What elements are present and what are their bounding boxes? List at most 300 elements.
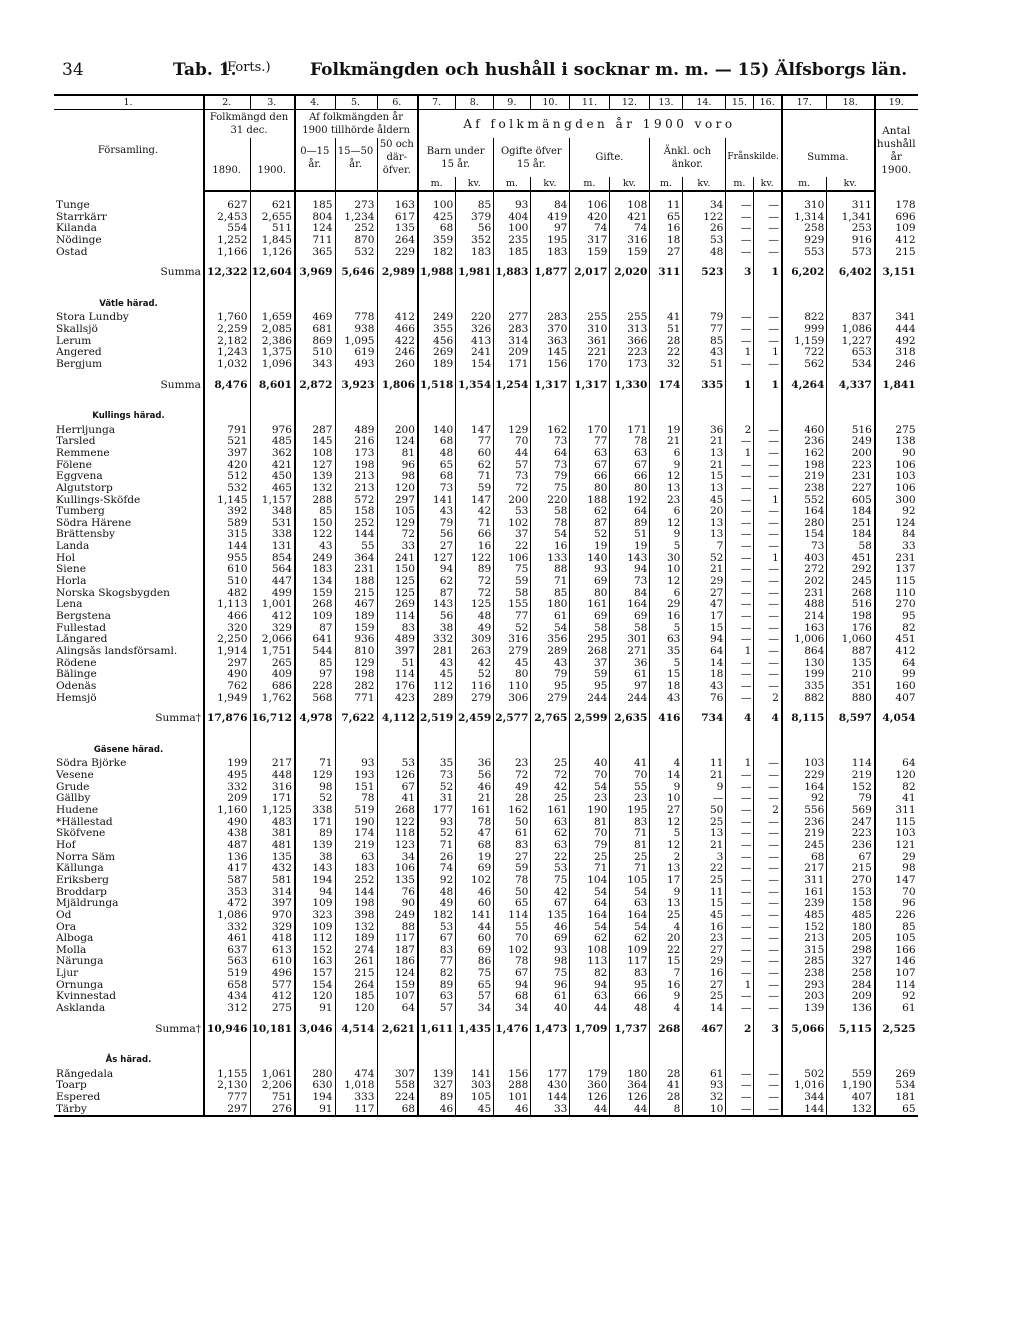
- cell-col-12: 64: [610, 506, 650, 518]
- cell-col-4: 171: [295, 817, 335, 829]
- cell-col-15: —: [726, 212, 754, 224]
- cell-col-7: 140: [418, 425, 456, 437]
- cell-col-19: 318: [875, 347, 918, 359]
- cell-col-14: 21: [683, 460, 726, 472]
- cell-col-19: 412: [875, 646, 918, 658]
- cell-col-5: 619: [335, 347, 377, 359]
- cell-col-17: 219: [782, 828, 827, 840]
- cell-col-16: —: [754, 1069, 782, 1081]
- cell-col-8: 56: [456, 770, 494, 782]
- cell-col-17: 1,159: [782, 336, 827, 348]
- cell-col-19: 492: [875, 336, 918, 348]
- cell-col-14: 13: [683, 828, 726, 840]
- cell-col-6: 129: [377, 518, 418, 530]
- cell-col-15: —: [726, 436, 754, 448]
- cell-col-7: 182: [418, 247, 456, 259]
- cell-col-2: 762: [204, 681, 250, 693]
- cell-col-14: 45: [683, 910, 726, 922]
- cell-col-10: 84: [531, 200, 570, 212]
- colnum: 3.: [250, 95, 295, 110]
- cell-col-10: 33: [531, 1104, 570, 1117]
- cell-col-17: 229: [782, 770, 827, 782]
- cell-col-11: 104: [570, 875, 610, 887]
- summa-col-7: 2,519: [418, 704, 456, 734]
- cell-col-3: 447: [250, 576, 295, 588]
- cell-col-12: 316: [610, 235, 650, 247]
- cell-col-10: 79: [531, 471, 570, 483]
- cell-col-6: 124: [377, 968, 418, 980]
- cell-col-8: 78: [456, 817, 494, 829]
- cell-col-17: 1,314: [782, 212, 827, 224]
- cell-col-7: 38: [418, 623, 456, 635]
- cell-col-12: 195: [610, 805, 650, 817]
- summa-label: Summa: [160, 378, 201, 391]
- cell-col-17: 722: [782, 347, 827, 359]
- cell-col-15: —: [726, 634, 754, 646]
- summa-col-16: 4: [754, 704, 782, 734]
- cell-col-15: —: [726, 247, 754, 259]
- cell-col-9: 46: [494, 1104, 531, 1117]
- cell-col-10: 75: [531, 968, 570, 980]
- parish-name-text: Asklanda: [56, 1003, 106, 1015]
- cell-col-14: 25: [683, 991, 726, 1003]
- cell-col-13: 2: [650, 852, 683, 864]
- cell-col-15: —: [726, 553, 754, 565]
- colnum: 9.: [494, 95, 531, 110]
- cell-col-16: —: [754, 875, 782, 887]
- cell-col-8: 141: [456, 910, 494, 922]
- cell-col-15: —: [726, 875, 754, 887]
- header-1890: 1890.: [204, 138, 250, 177]
- cell-col-15: —: [726, 1104, 754, 1117]
- cell-col-6: 53: [377, 758, 418, 770]
- cell-col-9: 22: [494, 541, 531, 553]
- cell-col-11: 268: [570, 646, 610, 658]
- parish-name-text: Od: [56, 909, 72, 921]
- cell-col-8: 147: [456, 425, 494, 437]
- parish-name: [54, 805, 204, 817]
- cell-col-5: 219: [335, 840, 377, 852]
- cell-col-8: 46: [456, 782, 494, 794]
- table-row: [54, 247, 918, 259]
- cell-col-19: 106: [875, 483, 918, 495]
- cell-col-16: —: [754, 460, 782, 472]
- cell-col-17: 280: [782, 518, 827, 530]
- cell-col-9: 404: [494, 212, 531, 224]
- cell-col-7: 73: [418, 483, 456, 495]
- cell-col-11: 64: [570, 898, 610, 910]
- cell-col-4: 85: [295, 658, 335, 670]
- cell-col-18: 837: [827, 312, 875, 324]
- cell-col-12: 95: [610, 980, 650, 992]
- cell-col-4: 323: [295, 910, 335, 922]
- cell-col-5: 78: [335, 793, 377, 805]
- table-row: [54, 910, 918, 922]
- cell-col-13: 5: [650, 541, 683, 553]
- cell-col-13: 19: [650, 425, 683, 437]
- cell-col-11: 82: [570, 968, 610, 980]
- cell-col-2: 461: [204, 933, 250, 945]
- cell-col-3: 511: [250, 223, 295, 235]
- header-barn: Barn under 15 år.: [418, 138, 494, 177]
- cell-col-12: 48: [610, 1003, 650, 1015]
- cell-col-16: —: [754, 529, 782, 541]
- cell-col-4: 91: [295, 1003, 335, 1015]
- cell-col-6: 76: [377, 887, 418, 899]
- parish-name: [54, 817, 204, 829]
- cell-col-19: 696: [875, 212, 918, 224]
- header-kv: kv.: [531, 177, 570, 191]
- cell-col-9: 37: [494, 529, 531, 541]
- summa-col-4: 3,969: [295, 258, 335, 288]
- cell-col-11: 310: [570, 324, 610, 336]
- summa-col-14: 523: [683, 258, 726, 288]
- colnum: 6.: [377, 95, 418, 110]
- table-row: [54, 495, 918, 507]
- table-row: [54, 347, 918, 359]
- cell-col-17: 92: [782, 793, 827, 805]
- cell-col-12: 67: [610, 460, 650, 472]
- table-row: [54, 945, 918, 957]
- cell-col-10: 16: [531, 541, 570, 553]
- cell-col-10: 370: [531, 324, 570, 336]
- cell-col-18: 223: [827, 828, 875, 840]
- cell-col-7: 74: [418, 863, 456, 875]
- table-row: [54, 359, 918, 371]
- cell-col-17: 139: [782, 1003, 827, 1015]
- cell-col-3: 432: [250, 863, 295, 875]
- cell-col-6: 81: [377, 448, 418, 460]
- cell-col-2: 438: [204, 828, 250, 840]
- cell-col-14: 50: [683, 805, 726, 817]
- cell-col-12: 41: [610, 758, 650, 770]
- cell-col-18: 209: [827, 991, 875, 1003]
- cell-col-5: 1,234: [335, 212, 377, 224]
- cell-col-5: 252: [335, 875, 377, 887]
- cell-col-15: —: [726, 564, 754, 576]
- cell-col-13: 9: [650, 460, 683, 472]
- cell-col-8: 89: [456, 564, 494, 576]
- summa-col-10: 1,473: [531, 1015, 570, 1045]
- cell-col-4: 510: [295, 347, 335, 359]
- cell-col-8: 141: [456, 1069, 494, 1081]
- cell-col-9: 83: [494, 840, 531, 852]
- parish-name-text: Kilanda: [56, 223, 97, 235]
- cell-col-12: 58: [610, 623, 650, 635]
- parish-name-text: Starrkärr: [56, 211, 107, 223]
- cell-col-6: 72: [377, 529, 418, 541]
- cell-col-16: —: [754, 448, 782, 460]
- cell-col-6: 489: [377, 634, 418, 646]
- summa-col-9: 2,577: [494, 704, 531, 734]
- table-row: [54, 793, 918, 805]
- cell-col-9: 70: [494, 436, 531, 448]
- cell-col-16: 1: [754, 495, 782, 507]
- table-row: [54, 460, 918, 472]
- cell-col-8: 326: [456, 324, 494, 336]
- cell-col-9: 75: [494, 564, 531, 576]
- summa-col-11: 1,317: [570, 371, 610, 401]
- parish-name-text: Långared: [56, 634, 108, 646]
- cell-col-8: 413: [456, 336, 494, 348]
- cell-col-15: —: [726, 235, 754, 247]
- cell-col-11: 221: [570, 347, 610, 359]
- cell-col-11: 19: [570, 541, 610, 553]
- cell-col-16: —: [754, 669, 782, 681]
- cell-col-7: 182: [418, 910, 456, 922]
- cell-col-4: 228: [295, 681, 335, 693]
- parish-name-text: Bergstena: [56, 611, 112, 623]
- cell-col-19: 407: [875, 693, 918, 705]
- cell-col-11: 81: [570, 817, 610, 829]
- cell-col-18: 198: [827, 611, 875, 623]
- cell-col-4: 641: [295, 634, 335, 646]
- table-row: [54, 693, 918, 705]
- cell-col-10: 135: [531, 910, 570, 922]
- cell-col-11: 126: [570, 1092, 610, 1104]
- summa-col-2: 8,476: [204, 371, 250, 401]
- cell-col-18: 132: [827, 1104, 875, 1117]
- summa-col-3: 8,601: [250, 371, 295, 401]
- cell-col-18: 298: [827, 945, 875, 957]
- cell-col-11: 63: [570, 448, 610, 460]
- cell-col-5: 213: [335, 483, 377, 495]
- cell-col-10: 430: [531, 1080, 570, 1092]
- cell-col-11: 79: [570, 840, 610, 852]
- cell-col-19: 105: [875, 933, 918, 945]
- parish-name: [54, 495, 204, 507]
- cell-col-5: 870: [335, 235, 377, 247]
- cell-col-5: 333: [335, 1092, 377, 1104]
- cell-col-16: —: [754, 658, 782, 670]
- parish-name: [54, 247, 204, 259]
- cell-col-6: 249: [377, 910, 418, 922]
- cell-col-8: 60: [456, 898, 494, 910]
- cell-col-13: 14: [650, 770, 683, 782]
- parish-name: [54, 945, 204, 957]
- cell-col-11: 70: [570, 770, 610, 782]
- cell-col-15: —: [726, 910, 754, 922]
- cell-col-4: 150: [295, 518, 335, 530]
- table-row: [54, 336, 918, 348]
- cell-col-17: 236: [782, 436, 827, 448]
- cell-col-14: 79: [683, 312, 726, 324]
- cell-col-13: 25: [650, 910, 683, 922]
- cell-col-7: 93: [418, 817, 456, 829]
- cell-col-14: 15: [683, 471, 726, 483]
- cell-col-18: 1,060: [827, 634, 875, 646]
- header-civil-status: Af folkmängden år 1900 voro: [418, 110, 782, 139]
- cell-col-5: 1,095: [335, 336, 377, 348]
- cell-col-5: 198: [335, 460, 377, 472]
- cell-col-13: 6: [650, 506, 683, 518]
- cell-col-7: 92: [418, 875, 456, 887]
- cell-col-10: 69: [531, 933, 570, 945]
- cell-col-14: 29: [683, 576, 726, 588]
- cell-col-17: 882: [782, 693, 827, 705]
- summa-col-13: 268: [650, 1015, 683, 1045]
- cell-col-17: 310: [782, 200, 827, 212]
- cell-col-19: 412: [875, 235, 918, 247]
- cell-col-18: 451: [827, 553, 875, 565]
- summa-col-16: 1: [754, 258, 782, 288]
- cell-col-19: 270: [875, 599, 918, 611]
- parish-name: [54, 588, 204, 600]
- cell-col-2: 2,259: [204, 324, 250, 336]
- cell-col-16: —: [754, 770, 782, 782]
- cell-col-5: 198: [335, 898, 377, 910]
- cell-col-8: 16: [456, 541, 494, 553]
- summa-col-5: 4,514: [335, 1015, 377, 1045]
- cell-col-15: —: [726, 863, 754, 875]
- table-row: [54, 529, 918, 541]
- parish-name-text: Hudene: [56, 804, 99, 816]
- cell-col-12: 89: [610, 518, 650, 530]
- parish-name-text: Kullings-Sköfde: [56, 494, 141, 506]
- cell-col-16: —: [754, 782, 782, 794]
- cell-col-15: —: [726, 805, 754, 817]
- parish-name-text: Broddarp: [56, 886, 107, 898]
- cell-col-14: 43: [683, 347, 726, 359]
- cell-col-19: 95: [875, 611, 918, 623]
- cell-col-3: 483: [250, 817, 295, 829]
- header-row-1: [54, 110, 918, 139]
- cell-col-6: 83: [377, 623, 418, 635]
- cell-col-15: 1: [726, 347, 754, 359]
- cell-col-13: 51: [650, 324, 683, 336]
- cell-col-5: 282: [335, 681, 377, 693]
- parish-name-text: Norska Skogsbygden: [56, 587, 170, 599]
- cell-col-5: 190: [335, 817, 377, 829]
- cell-col-15: —: [726, 658, 754, 670]
- cell-col-15: —: [726, 506, 754, 518]
- colnum: 19.: [875, 95, 918, 110]
- table-row: [54, 875, 918, 887]
- cell-col-13: 16: [650, 223, 683, 235]
- cell-col-9: 45: [494, 658, 531, 670]
- cell-col-3: 329: [250, 922, 295, 934]
- parish-name-text: Tärby: [56, 1103, 87, 1115]
- summa-row: [54, 258, 918, 288]
- cell-col-7: 89: [418, 1092, 456, 1104]
- cell-col-12: 255: [610, 312, 650, 324]
- cell-col-10: 67: [531, 898, 570, 910]
- cell-col-17: 236: [782, 817, 827, 829]
- parish-name: [54, 910, 204, 922]
- cell-col-19: 215: [875, 247, 918, 259]
- colnum: 5.: [335, 95, 377, 110]
- cell-col-11: 360: [570, 1080, 610, 1092]
- cell-col-17: 488: [782, 599, 827, 611]
- cell-col-16: —: [754, 758, 782, 770]
- cell-col-4: 132: [295, 483, 335, 495]
- cell-col-11: 54: [570, 922, 610, 934]
- cell-col-17: 161: [782, 887, 827, 899]
- cell-col-19: 124: [875, 518, 918, 530]
- cell-col-7: 327: [418, 1080, 456, 1092]
- table-row: [54, 922, 918, 934]
- parish-name: [54, 658, 204, 670]
- cell-col-18: 210: [827, 669, 875, 681]
- cell-col-3: 621: [250, 200, 295, 212]
- cell-col-5: 174: [335, 828, 377, 840]
- cell-col-8: 75: [456, 968, 494, 980]
- table-row: [54, 623, 918, 635]
- cell-col-3: 531: [250, 518, 295, 530]
- cell-col-18: 258: [827, 968, 875, 980]
- cell-col-8: 65: [456, 980, 494, 992]
- cell-col-10: 419: [531, 212, 570, 224]
- parish-name-text: Siene: [56, 564, 87, 576]
- cell-col-16: —: [754, 646, 782, 658]
- cell-col-5: 215: [335, 968, 377, 980]
- cell-col-7: 189: [418, 359, 456, 371]
- cell-col-4: 804: [295, 212, 335, 224]
- cell-col-10: 75: [531, 875, 570, 887]
- cell-col-17: 164: [782, 782, 827, 794]
- cell-col-8: 85: [456, 200, 494, 212]
- table-row: [54, 588, 918, 600]
- cell-col-15: —: [726, 336, 754, 348]
- cell-col-13: 16: [650, 611, 683, 623]
- cell-col-12: 94: [610, 564, 650, 576]
- cell-col-4: 124: [295, 223, 335, 235]
- cell-col-7: 57: [418, 1003, 456, 1015]
- cell-col-9: 316: [494, 634, 531, 646]
- cell-col-18: 180: [827, 922, 875, 934]
- cell-col-9: 80: [494, 669, 531, 681]
- cell-col-2: 417: [204, 863, 250, 875]
- cell-col-9: 93: [494, 200, 531, 212]
- table-row: [54, 223, 918, 235]
- header-age-50: 50 och där-öfver.: [377, 138, 418, 177]
- cell-col-14: 10: [683, 1104, 726, 1117]
- parish-name: [54, 324, 204, 336]
- cell-col-17: 285: [782, 956, 827, 968]
- cell-col-2: 2,453: [204, 212, 250, 224]
- cell-col-9: 57: [494, 460, 531, 472]
- cell-col-5: 189: [335, 611, 377, 623]
- cell-col-11: 140: [570, 553, 610, 565]
- cell-col-16: —: [754, 200, 782, 212]
- cell-col-6: 125: [377, 588, 418, 600]
- cell-col-10: 42: [531, 887, 570, 899]
- parish-name: [54, 576, 204, 588]
- cell-col-13: 18: [650, 235, 683, 247]
- cell-col-11: 170: [570, 359, 610, 371]
- cell-col-15: 1: [726, 448, 754, 460]
- cell-col-9: 106: [494, 553, 531, 565]
- cell-col-9: 50: [494, 817, 531, 829]
- summa-col-15: 2: [726, 1015, 754, 1045]
- cell-col-10: 96: [531, 980, 570, 992]
- cell-col-6: 224: [377, 1092, 418, 1104]
- cell-col-3: 338: [250, 529, 295, 541]
- table-row: [54, 863, 918, 875]
- cell-col-8: 125: [456, 599, 494, 611]
- cell-col-6: 246: [377, 347, 418, 359]
- cell-col-12: 61: [610, 669, 650, 681]
- cell-col-19: 311: [875, 805, 918, 817]
- cell-col-18: 236: [827, 840, 875, 852]
- cell-col-15: —: [726, 770, 754, 782]
- cell-col-7: 82: [418, 968, 456, 980]
- cell-col-5: 274: [335, 945, 377, 957]
- cell-col-6: 150: [377, 564, 418, 576]
- cell-col-3: 265: [250, 658, 295, 670]
- cell-col-10: 58: [531, 506, 570, 518]
- cell-col-2: 1,032: [204, 359, 250, 371]
